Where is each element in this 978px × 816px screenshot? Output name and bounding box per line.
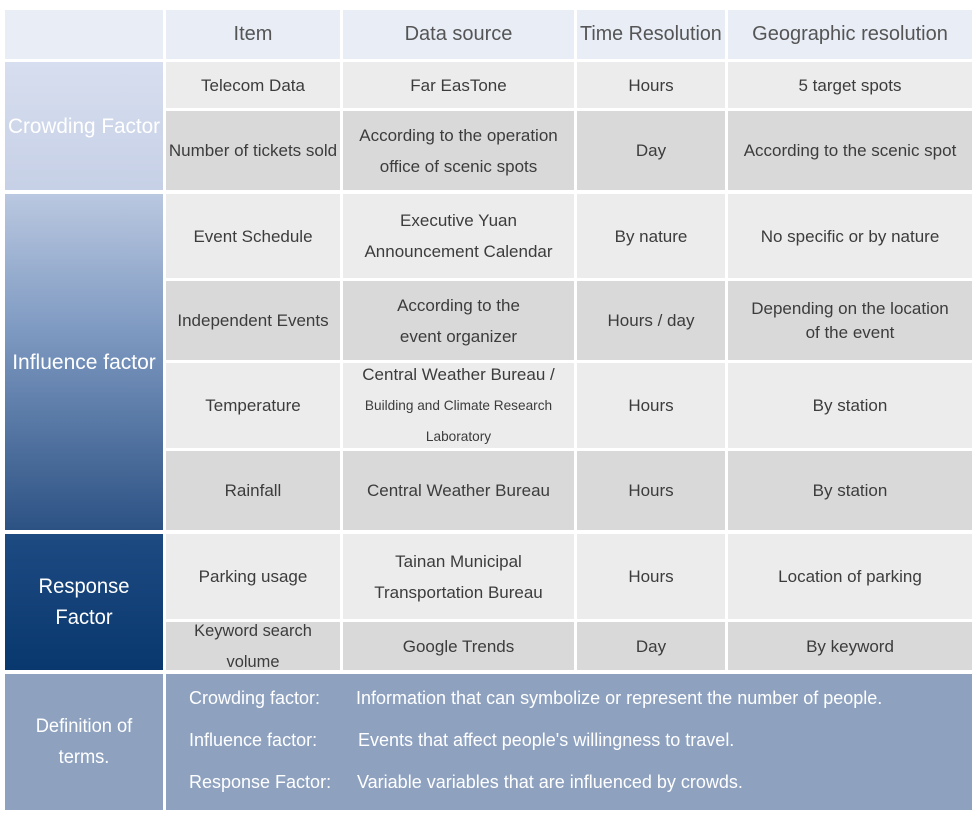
table-cell: Central Weather Bureau bbox=[366, 481, 550, 500]
table-cell: Parking usage bbox=[198, 567, 308, 586]
table-cell: Depending on the location of the event bbox=[751, 298, 949, 342]
table-cell: By station bbox=[812, 396, 888, 415]
table-row-6-item bbox=[166, 534, 340, 619]
table-cell: Independent Events bbox=[177, 311, 329, 330]
table-row-0-source bbox=[343, 62, 574, 108]
table-row-2-source bbox=[343, 194, 574, 278]
table-cell: By keyword bbox=[806, 636, 894, 656]
table-row-6-geo bbox=[728, 534, 972, 619]
group-response-factor bbox=[5, 534, 163, 670]
table-cell: Location of parking bbox=[778, 567, 922, 586]
table-row-7-source bbox=[343, 622, 574, 670]
table-row-4-source bbox=[343, 363, 574, 448]
table-cell: No specific or by nature bbox=[760, 226, 940, 246]
table-cell: Hours bbox=[628, 396, 674, 415]
table-row-1-geo bbox=[728, 111, 972, 190]
table-row-5-time bbox=[577, 451, 725, 530]
table-cell: Keyword search volume bbox=[194, 621, 312, 671]
table-cell: According to the scenic spot bbox=[743, 141, 957, 160]
definitions-panel bbox=[166, 674, 972, 810]
definition-term: Crowding factor: bbox=[189, 688, 321, 708]
group-crowding-factor bbox=[5, 62, 163, 190]
table-row-1-time bbox=[577, 111, 725, 190]
group-crowding-factor-label: Crowding Factor bbox=[7, 114, 161, 138]
definition-term: Influence factor: bbox=[189, 730, 318, 750]
header-blank bbox=[5, 10, 163, 59]
table-row-3-source bbox=[343, 281, 574, 360]
table-row-4-time bbox=[577, 363, 725, 448]
table-row-7-time bbox=[577, 622, 725, 670]
header-item bbox=[166, 10, 340, 59]
table-row-5-geo bbox=[728, 451, 972, 530]
table-row-1-source bbox=[343, 111, 574, 190]
table-cell: Tainan Municipal Transportation Bureau bbox=[374, 551, 543, 602]
table-row-4-item bbox=[166, 363, 340, 448]
table-cell: Executive Yuan Announcement Calendar bbox=[364, 211, 553, 261]
definition-label bbox=[5, 674, 163, 810]
header-data-source-label: Data source bbox=[404, 23, 513, 45]
table-cell: 5 target spots bbox=[798, 75, 902, 95]
definition-term: Response Factor: bbox=[189, 772, 332, 792]
table-cell: Far EasTone bbox=[410, 75, 507, 95]
table-cell: Number of tickets sold bbox=[168, 141, 338, 160]
table-cell: Central Weather Bureau / bbox=[362, 365, 555, 384]
group-response-factor-label: Response Factor bbox=[38, 575, 130, 629]
definition-text: Events that affect people's willingness to travel. bbox=[358, 730, 735, 750]
table-cell: Rainfall bbox=[224, 481, 282, 500]
header-data-source bbox=[343, 10, 574, 59]
table-cell: Temperature bbox=[205, 396, 301, 415]
table-cell: By nature bbox=[614, 226, 688, 246]
table-cell: Hours bbox=[628, 75, 674, 95]
table-row-0-item bbox=[166, 62, 340, 108]
table-row-5-source bbox=[343, 451, 574, 530]
table-row-6-source bbox=[343, 534, 574, 619]
header-time-resolution bbox=[577, 10, 725, 59]
table-row-7-item bbox=[166, 622, 340, 670]
definition-text: Information that can symbolize or represent the number of people. bbox=[356, 688, 883, 708]
table-row-2-geo bbox=[728, 194, 972, 278]
table-row-3-item bbox=[166, 281, 340, 360]
table-cell: By station bbox=[812, 481, 888, 500]
header-geographic-resolution bbox=[728, 10, 972, 59]
table-cell: Hours / day bbox=[607, 311, 695, 330]
table-cell-sub: Building and Climate Research Laboratory bbox=[364, 397, 553, 444]
table-row-1-item bbox=[166, 111, 340, 190]
header-time-resolution-label: Time Resolution bbox=[580, 23, 722, 45]
table-cell: Hours bbox=[628, 481, 674, 500]
header-item-label: Item bbox=[233, 23, 273, 45]
table-row-4-geo bbox=[728, 363, 972, 448]
table-cell: Day bbox=[635, 636, 667, 656]
table-cell: Hours bbox=[628, 567, 674, 586]
table-cell: Day bbox=[635, 141, 667, 160]
table-row-7-geo bbox=[728, 622, 972, 670]
table-row-5-item bbox=[166, 451, 340, 530]
group-influence-factor-label: Influence factor bbox=[12, 350, 156, 374]
table-row-0-geo bbox=[728, 62, 972, 108]
table-row-6-time bbox=[577, 534, 725, 619]
table-row-2-item bbox=[166, 194, 340, 278]
table-cell: Event Schedule bbox=[193, 226, 313, 246]
table-cell: According to the operation office of scenic spots bbox=[359, 125, 558, 176]
table-row-3-time bbox=[577, 281, 725, 360]
table-row-3-geo bbox=[728, 281, 972, 360]
table-cell: According to the event organizer bbox=[397, 295, 520, 346]
definition-text: Variable variables that are influenced by crowds. bbox=[357, 772, 743, 792]
table-row-2-time bbox=[577, 194, 725, 278]
header-geographic-resolution-label: Geographic resolution bbox=[752, 23, 948, 45]
definition-label-text: Definition of terms. bbox=[35, 716, 133, 768]
group-influence-factor bbox=[5, 194, 163, 530]
table-cell: Telecom Data bbox=[201, 75, 305, 95]
table-cell: Google Trends bbox=[402, 636, 515, 656]
table-row-0-time bbox=[577, 62, 725, 108]
